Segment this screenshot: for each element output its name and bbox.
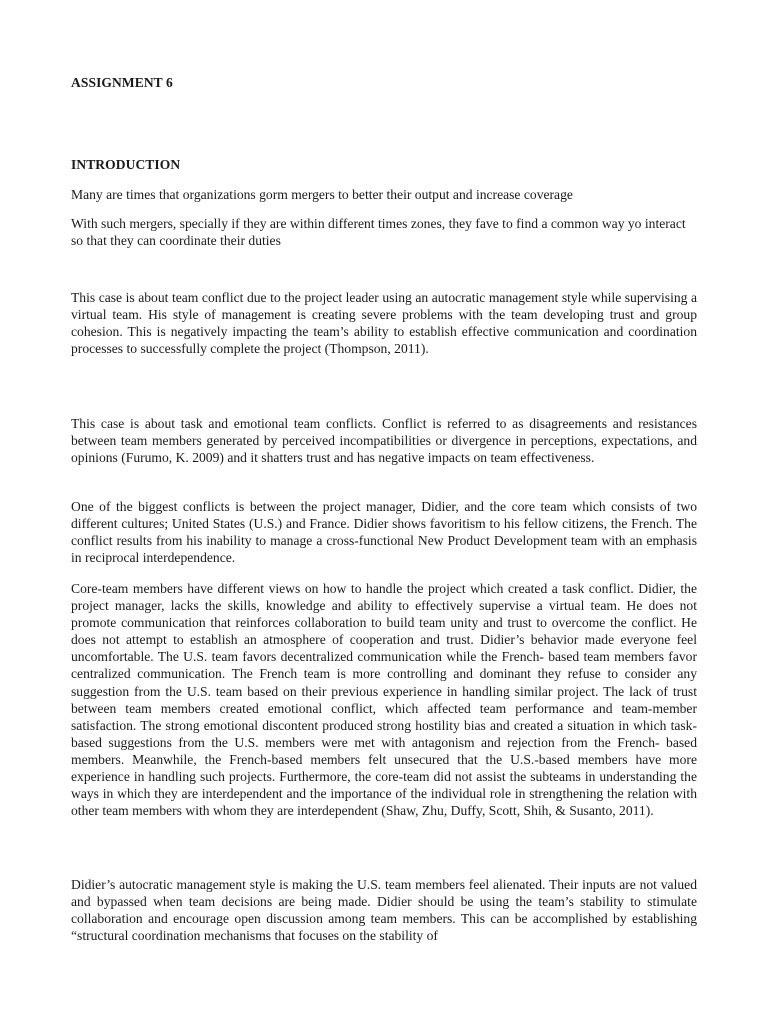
paragraph-core-team-views: Core-team members have different views on how to handle the project which created a task conflict. Didier, the project manager, lacks the skills, knowledge and ability to effectively supervise a virtual team. He does not promote communication that reinforces collaboration to build team unity and trust to overcome the conflict. He does not attempt to establish an atmosphere of cooperation and trust. Didier’s behavior made everyone feel uncomfortable. The U.S. team favors decentralized communication while the French- based team members favor centralized communication. The French team is more controlling and dominant they refuse to consider any suggestion from the U.S. team based on their previous experience in handling similar project. The lack of trust between team members created emotional conflict, which affected team performance and team-member satisfaction. The strong emotional discontent produced strong hostility bias and created a situation in which task-based suggestions from the U.S. members were met with antagonism and rejection from the French- based members. Meanwhile, the French-based members felt unsecured that the U.S.-based members have more experience in handling such projects. Furthermore, the core-team did not assist the subteams in understanding the ways in which they are interdependent and the importance of the individual role in strengthening the relation with other team members with whom they are interdependent (Shaw, Zhu, Duffy, Scott, Shih, & Susanto, 2011). (71, 581, 697, 819)
assignment-title: ASSIGNMENT 6 (71, 75, 173, 90)
paragraph-autocratic-leader: This case is about team conflict due to the project leader using an autocratic management style while supervising a virtual team. His style of management is creating severe problems with the team developing trust and group cohesion. This is negatively impacting the team’s ability to establish effective communication and coordination processes to successfully complete the project (Thompson, 2011). (71, 290, 697, 357)
paragraph-autocratic-style: Didier’s autocratic management style is making the U.S. team members feel alienated. Their inputs are not valued and bypassed when team decisions are being made. Didier should be using the team’s stability to stimulate collaboration and encourage open discussion among team members. This can be accomplished by establishing “structural coordination mechanisms that focuses on the stability of (71, 877, 697, 944)
paragraph-time-zones: With such mergers, specially if they are within different times zones, they fave to find a common way yo interact so that they can coordinate their duties (71, 216, 686, 249)
introduction-heading: INTRODUCTION (71, 157, 181, 172)
paragraph-biggest-conflict: One of the biggest conflicts is between the project manager, Didier, and the core team which consists of two different cultures; United States (U.S.) and France. Didier shows favoritism to his fellow citizens, the French. The conflict results from his inability to manage a cross-functional New Product Development team with an emphasis in reciprocal interdependence. (71, 499, 697, 566)
paragraph-mergers-intro: Many are times that organizations gorm mergers to better their output and increase coverage (71, 187, 573, 202)
paragraph-task-emotional-conflicts: This case is about task and emotional team conflicts. Conflict is referred to as disagreements and resistances between team members generated by perceived incompatibilities or divergence in perceptions, expectations, and opinions (Furumo, K. 2009) and it shatters trust and has negative impacts on team effectiveness. (71, 416, 697, 466)
